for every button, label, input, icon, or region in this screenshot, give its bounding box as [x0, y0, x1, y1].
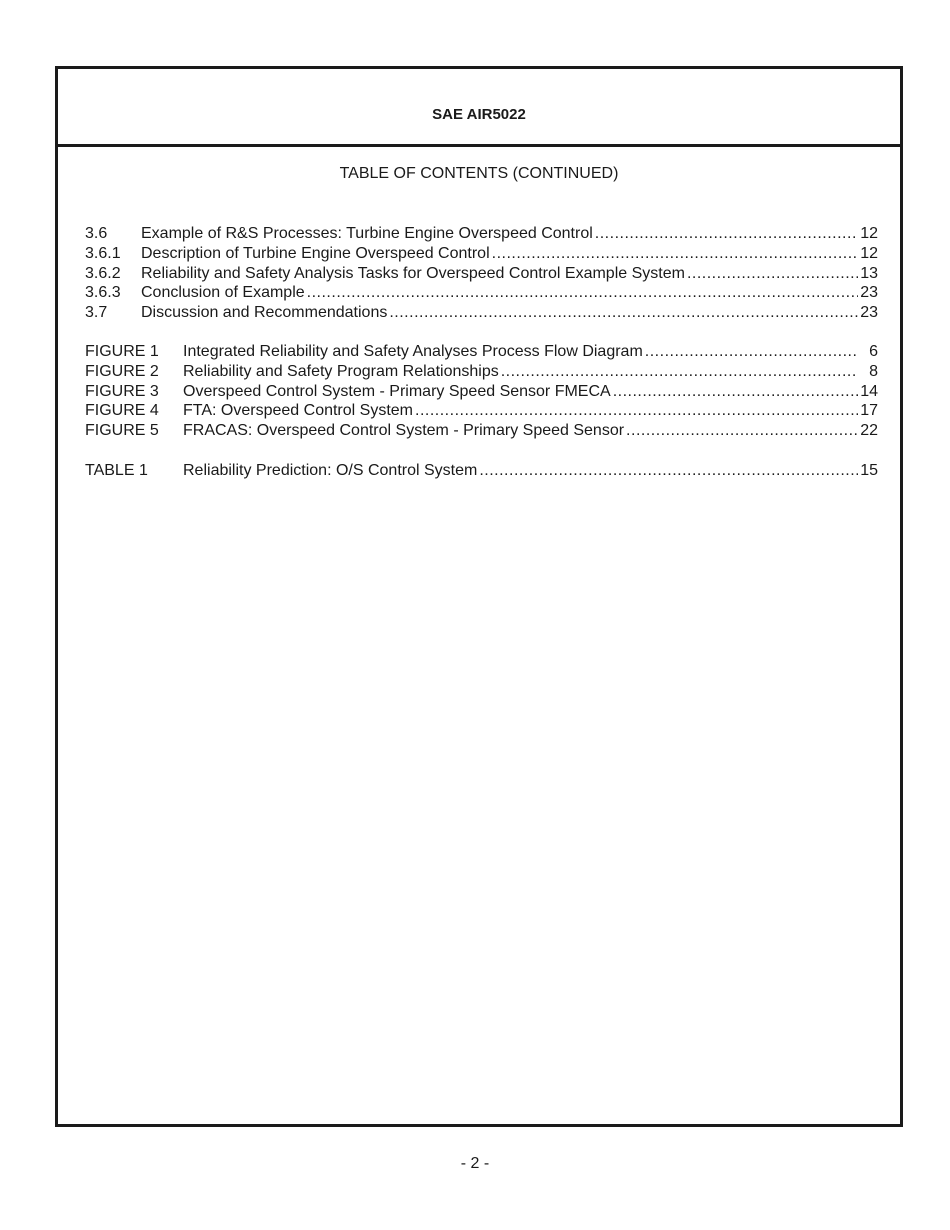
document-id: SAE AIR5022	[432, 106, 526, 123]
entry-number: FIGURE 5	[85, 422, 159, 440]
entry-page: 8	[869, 362, 878, 380]
toc-entry[interactable]	[85, 303, 878, 323]
toc-tables	[85, 461, 878, 481]
entry-number: 3.7	[85, 304, 108, 322]
entry-title: Example of R&S Processes: Turbine Engine Overspeed Control	[141, 225, 593, 242]
entry-title: Description of Turbine Engine Overspeed Control	[141, 244, 490, 262]
dot-leader	[645, 342, 858, 362]
entry-page: 23	[860, 284, 878, 302]
dot-leader	[595, 224, 858, 244]
page-frame	[55, 66, 903, 1127]
entry-title: Conclusion of Example	[141, 284, 305, 302]
dot-leader	[479, 461, 858, 481]
entry-number: FIGURE 2	[85, 362, 159, 380]
dot-leader	[492, 244, 858, 264]
entry-title: Overspeed Control System - Primary Speed Sensor FMECA	[183, 382, 611, 400]
entry-page: 13	[860, 264, 878, 282]
toc-entry[interactable]	[85, 401, 878, 421]
entry-page: 6	[869, 343, 878, 360]
entry-page: 17	[860, 402, 878, 420]
entry-page: 15	[860, 462, 878, 479]
toc-entry[interactable]	[85, 382, 878, 402]
entry-number: 3.6.1	[85, 244, 121, 262]
toc-entry[interactable]	[85, 264, 878, 284]
entry-title: Discussion and Recommendations	[141, 304, 388, 322]
entry-title: Reliability and Safety Analysis Tasks for Overspeed Control Example System	[141, 264, 685, 282]
entry-page: 12	[860, 244, 878, 262]
toc-figures	[85, 342, 878, 441]
entry-number: FIGURE 1	[85, 343, 159, 360]
toc-entry[interactable]	[85, 224, 878, 244]
dot-leader	[613, 382, 858, 402]
entry-page: 14	[860, 382, 878, 400]
toc-entry[interactable]	[85, 283, 878, 303]
toc-entry[interactable]	[85, 342, 878, 362]
toc-entry[interactable]	[85, 244, 878, 264]
entry-title: Reliability Prediction: O/S Control System	[183, 462, 478, 479]
toc-entry[interactable]	[85, 421, 878, 441]
toc-entry[interactable]	[85, 461, 878, 481]
toc-entry[interactable]	[85, 362, 878, 382]
entry-page: 12	[860, 225, 878, 242]
dot-leader	[501, 362, 858, 382]
page-number: - 2 -	[460, 1155, 490, 1172]
entry-page: 22	[860, 422, 878, 440]
dot-leader	[687, 264, 858, 284]
entry-title: Reliability and Safety Program Relationships	[183, 362, 499, 380]
entry-title: FRACAS: Overspeed Control System - Primary Speed Sensor	[183, 422, 625, 440]
entry-number: TABLE 1	[85, 462, 148, 479]
entry-number: FIGURE 4	[85, 402, 159, 420]
document-header	[58, 69, 900, 147]
entry-title: Integrated Reliability and Safety Analyses Process Flow Diagram	[183, 343, 643, 360]
entry-page: 23	[860, 304, 878, 322]
entry-number: 3.6.3	[85, 284, 121, 302]
entry-number: 3.6.2	[85, 264, 121, 282]
toc-title: TABLE OF CONTENTS (CONTINUED)	[339, 165, 619, 182]
dot-leader	[389, 303, 858, 323]
dot-leader	[307, 283, 858, 303]
entry-title: FTA: Overspeed Control System	[183, 402, 413, 420]
entry-number: 3.6	[85, 225, 108, 242]
entry-number: FIGURE 3	[85, 382, 159, 400]
dot-leader	[415, 401, 858, 421]
dot-leader	[626, 421, 858, 441]
toc-sections	[85, 224, 878, 323]
